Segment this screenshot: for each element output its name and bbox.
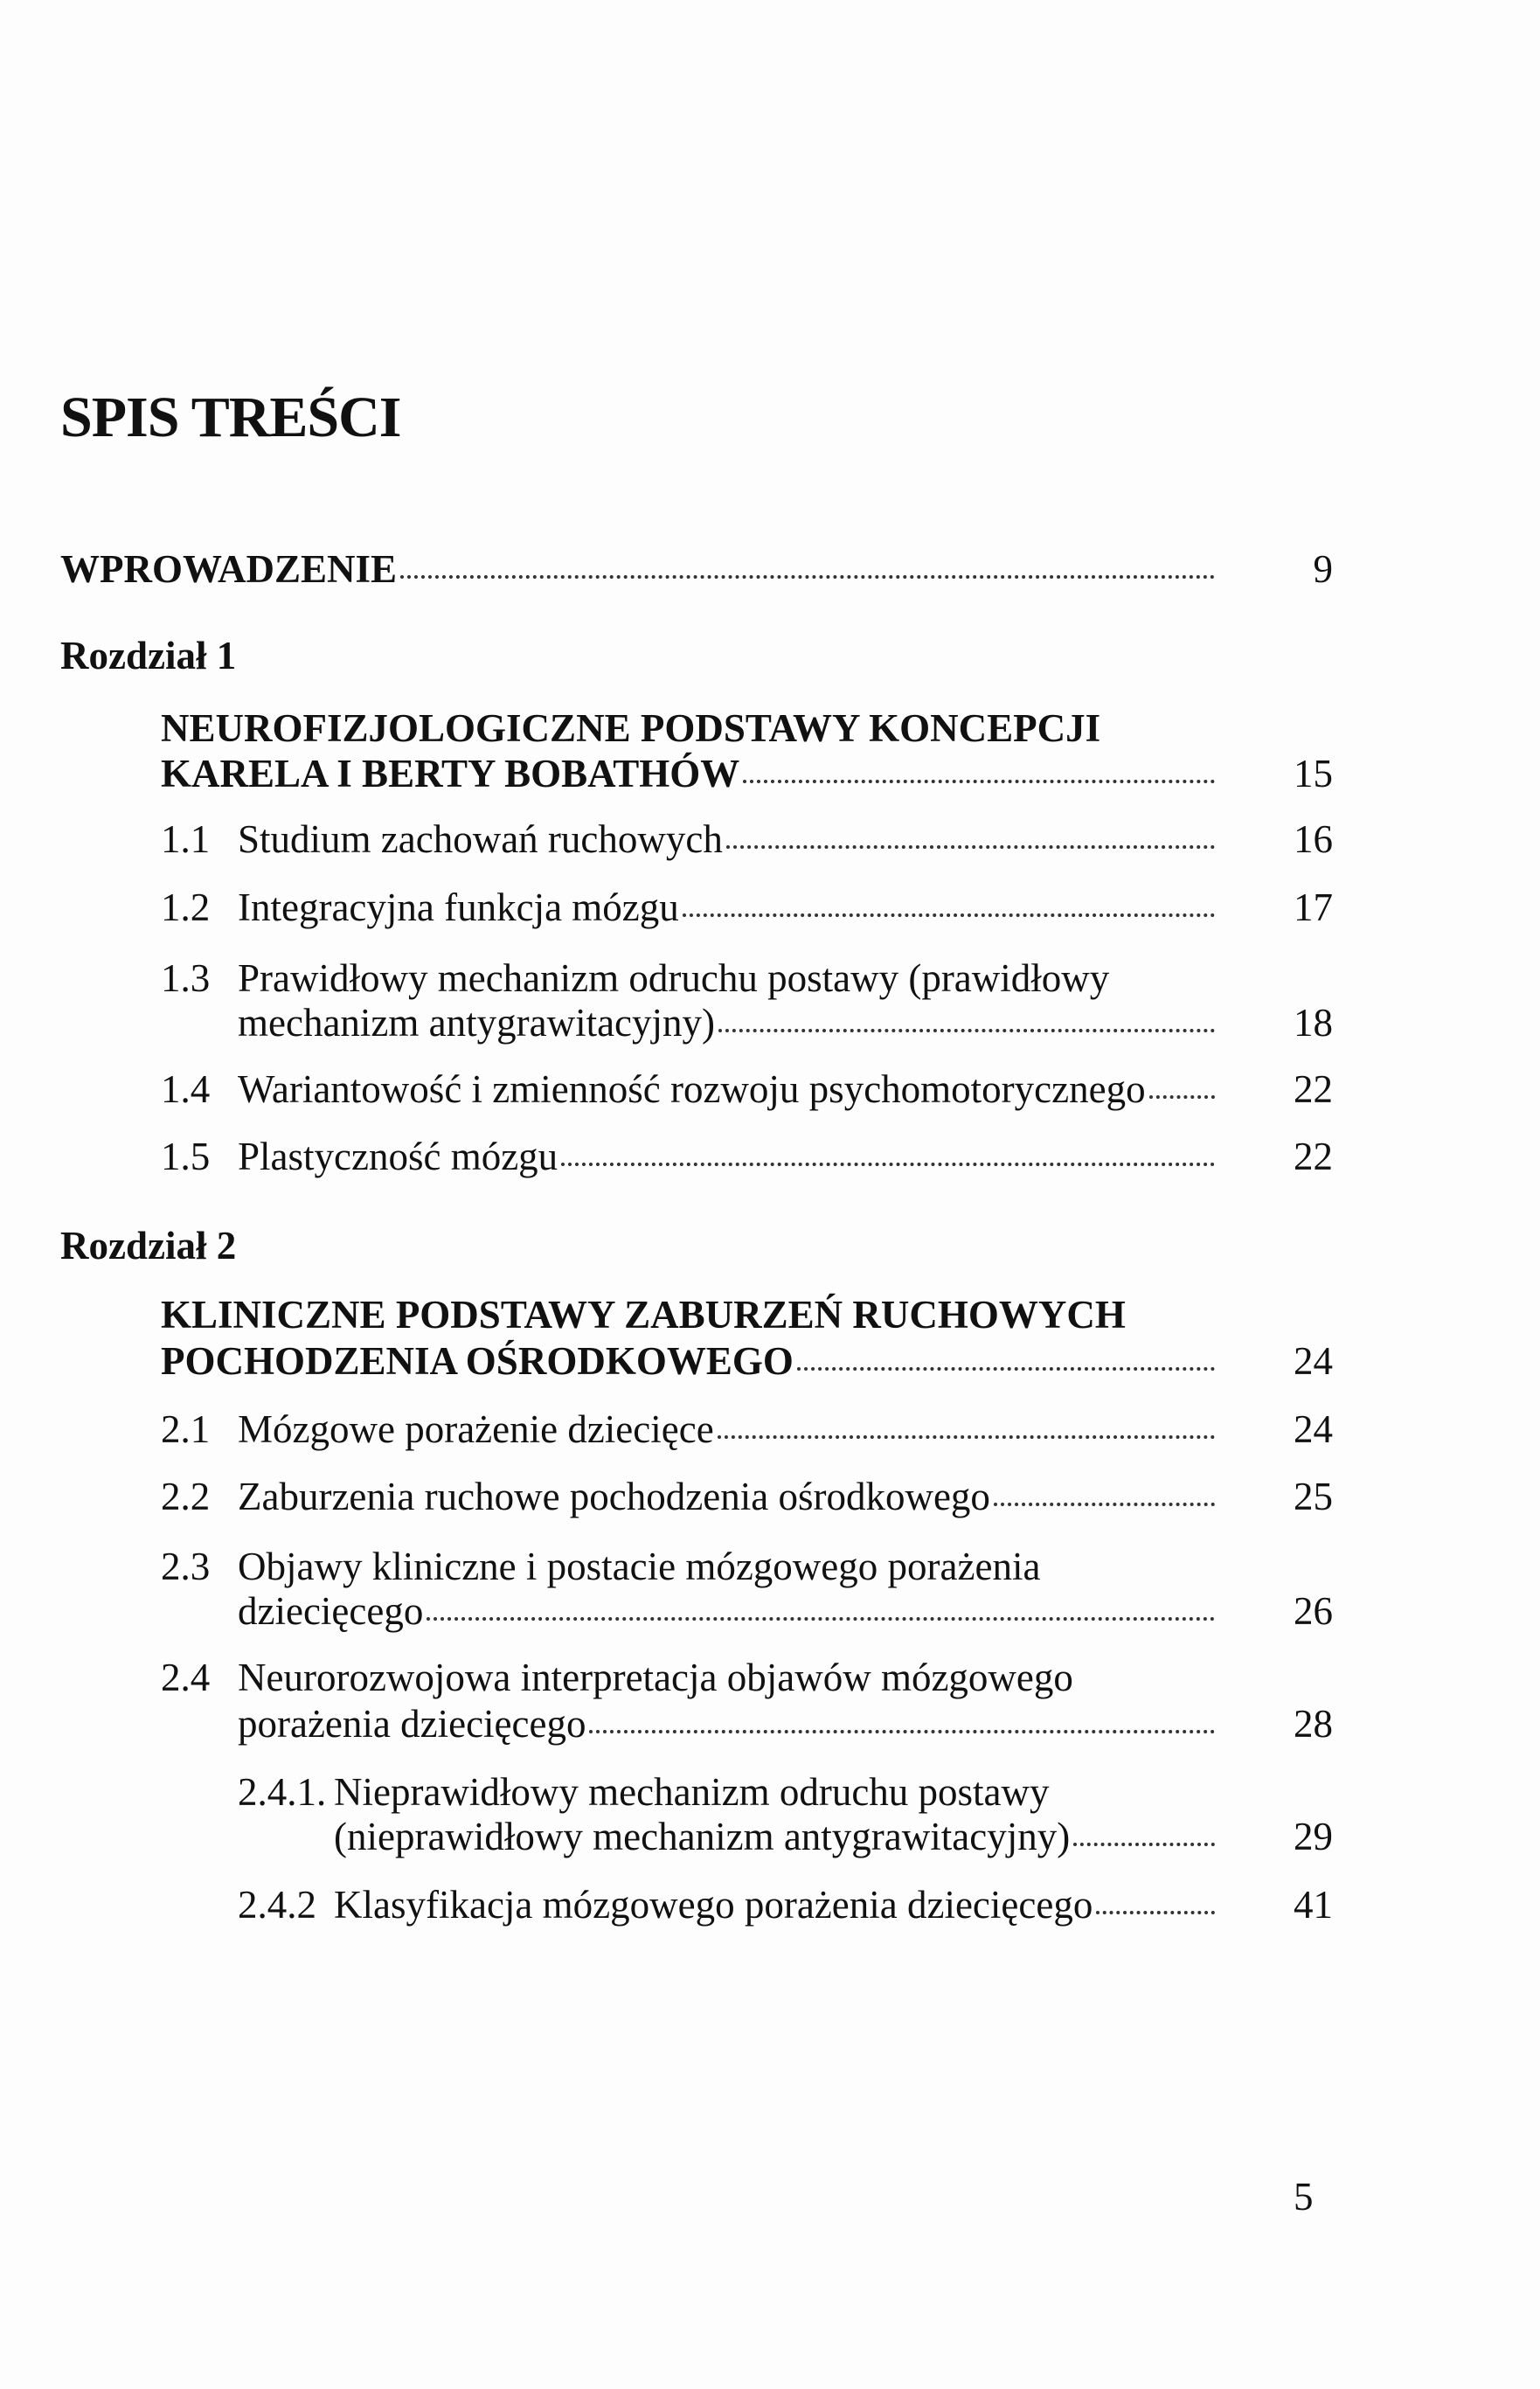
subsection-entry-line — [334, 1882, 1218, 1927]
dot-leader — [726, 845, 1215, 849]
section-entry-text: Prawidłowy mechanizm odruchu postawy (prawidłowy — [238, 956, 1110, 1000]
chapter-heading-text: POCHODZENIA OŚRODKOWEGO — [161, 1339, 794, 1383]
subsection-entry-line — [334, 1814, 1218, 1859]
dot-leader — [718, 1435, 1215, 1439]
section-entry-line — [238, 816, 1218, 862]
section-entry-line — [238, 1066, 1218, 1112]
chapter-heading-text: NEUROFIZJOLOGICZNE PODSTAWY KONCEPCJI — [161, 706, 1101, 750]
entry-number: 1.1 — [161, 817, 211, 861]
section-entry-text: Zaburzenia ruchowe pochodzenia ośrodkowego — [238, 1475, 990, 1518]
section-entry-text: Wariantowość i zmienność rozwoju psychomotorycznego — [238, 1067, 1146, 1111]
section-entry-text: mechanizm antygrawitacyjny) — [238, 1001, 716, 1045]
page-ref: 15 — [1294, 752, 1333, 795]
entry-number: 1.5 — [161, 1135, 211, 1178]
section-entry-line — [238, 1406, 1218, 1452]
page-ref: 18 — [1294, 1001, 1333, 1045]
dot-leader — [797, 1367, 1215, 1371]
intro-entry-text: WPROWADZENIE — [60, 547, 398, 591]
chapter-heading-line — [161, 1338, 1218, 1384]
dot-leader — [743, 780, 1215, 783]
subsection-entry-line — [334, 1769, 1470, 1815]
section-entry-line — [238, 885, 1218, 930]
entry-number: 2.4 — [161, 1656, 211, 1699]
section-entry-text: Objawy kliniczne i postacie mózgowego porażenia — [238, 1545, 1041, 1588]
dot-leader — [561, 1163, 1215, 1166]
subsection-entry-text: Klasyfikacja mózgowego porażenia dziecięcego — [334, 1883, 1093, 1927]
section-entry-text: Studium zachowań ruchowych — [238, 817, 723, 861]
section-entry-line — [238, 1000, 1218, 1045]
dot-leader — [400, 575, 1215, 579]
dot-leader — [1096, 1911, 1215, 1914]
entry-number: 1.3 — [161, 956, 211, 1000]
section-entry-line — [238, 1655, 1374, 1700]
chapter-heading-text: KARELA I BERTY BOBATHÓW — [161, 752, 740, 795]
chapter-heading-line — [161, 751, 1218, 796]
page-ref: 25 — [1294, 1475, 1333, 1518]
section-entry-line — [238, 1701, 1218, 1747]
page-ref: 22 — [1294, 1135, 1333, 1178]
section-entry-line — [238, 1474, 1218, 1519]
page-ref: 41 — [1294, 1883, 1333, 1927]
chapter-heading-line — [161, 705, 1297, 751]
entry-number: 2.2 — [161, 1475, 211, 1518]
entry-number: 1.2 — [161, 885, 211, 929]
page-ref: 24 — [1294, 1339, 1333, 1383]
entry-number: 2.4.1. — [238, 1770, 327, 1814]
page-ref: 16 — [1294, 817, 1333, 861]
chapter-heading-line — [161, 1292, 1297, 1337]
page-ref: 22 — [1294, 1067, 1333, 1111]
dot-leader — [1073, 1843, 1215, 1846]
entry-number: 2.1 — [161, 1407, 211, 1451]
page-title: SPIS TREŚCI — [60, 385, 401, 449]
entry-number: 1.4 — [161, 1067, 211, 1111]
dot-leader — [1149, 1095, 1215, 1099]
section-entry-text: Neurorozwojowa interpretacja objawów mózgowego — [238, 1656, 1073, 1699]
page-ref: 26 — [1294, 1589, 1333, 1633]
entry-number: 2.3 — [161, 1545, 211, 1588]
chapter-heading-text: KLINICZNE PODSTAWY ZABURZEŃ RUCHOWYCH — [161, 1293, 1126, 1337]
dot-leader — [994, 1503, 1215, 1506]
chapter-label: Rozdział 1 — [60, 634, 237, 677]
section-entry-text: porażenia dziecięcego — [238, 1702, 586, 1746]
section-entry-text: dziecięcego — [238, 1589, 424, 1633]
page-ref: 28 — [1294, 1702, 1333, 1746]
intro-entry-line — [60, 546, 1218, 592]
dot-leader — [718, 1029, 1215, 1032]
entry-number: 2.4.2 — [238, 1883, 316, 1927]
section-entry-text: Mózgowe porażenie dziecięce — [238, 1407, 714, 1451]
subsection-entry-text: Nieprawidłowy mechanizm odruchu postawy — [334, 1770, 1050, 1814]
section-entry-line — [238, 1544, 1374, 1589]
page-ref: 24 — [1294, 1407, 1333, 1451]
subsection-entry-text: (nieprawidłowy mechanizm antygrawitacyjny) — [334, 1815, 1071, 1858]
page-ref: 17 — [1294, 885, 1333, 929]
dot-leader — [683, 913, 1215, 917]
page-ref: 29 — [1294, 1815, 1333, 1858]
section-entry-line — [238, 955, 1374, 1001]
section-entry-text: Plastyczność mózgu — [238, 1135, 558, 1178]
section-entry-line — [238, 1588, 1218, 1634]
section-entry-text: Integracyjna funkcja mózgu — [238, 885, 679, 929]
dot-leader — [427, 1617, 1215, 1621]
section-entry-line — [238, 1134, 1218, 1179]
page-ref: 9 — [1313, 547, 1333, 591]
chapter-label: Rozdział 2 — [60, 1224, 237, 1267]
dot-leader — [589, 1730, 1215, 1733]
page-number: 5 — [1294, 2175, 1314, 2219]
